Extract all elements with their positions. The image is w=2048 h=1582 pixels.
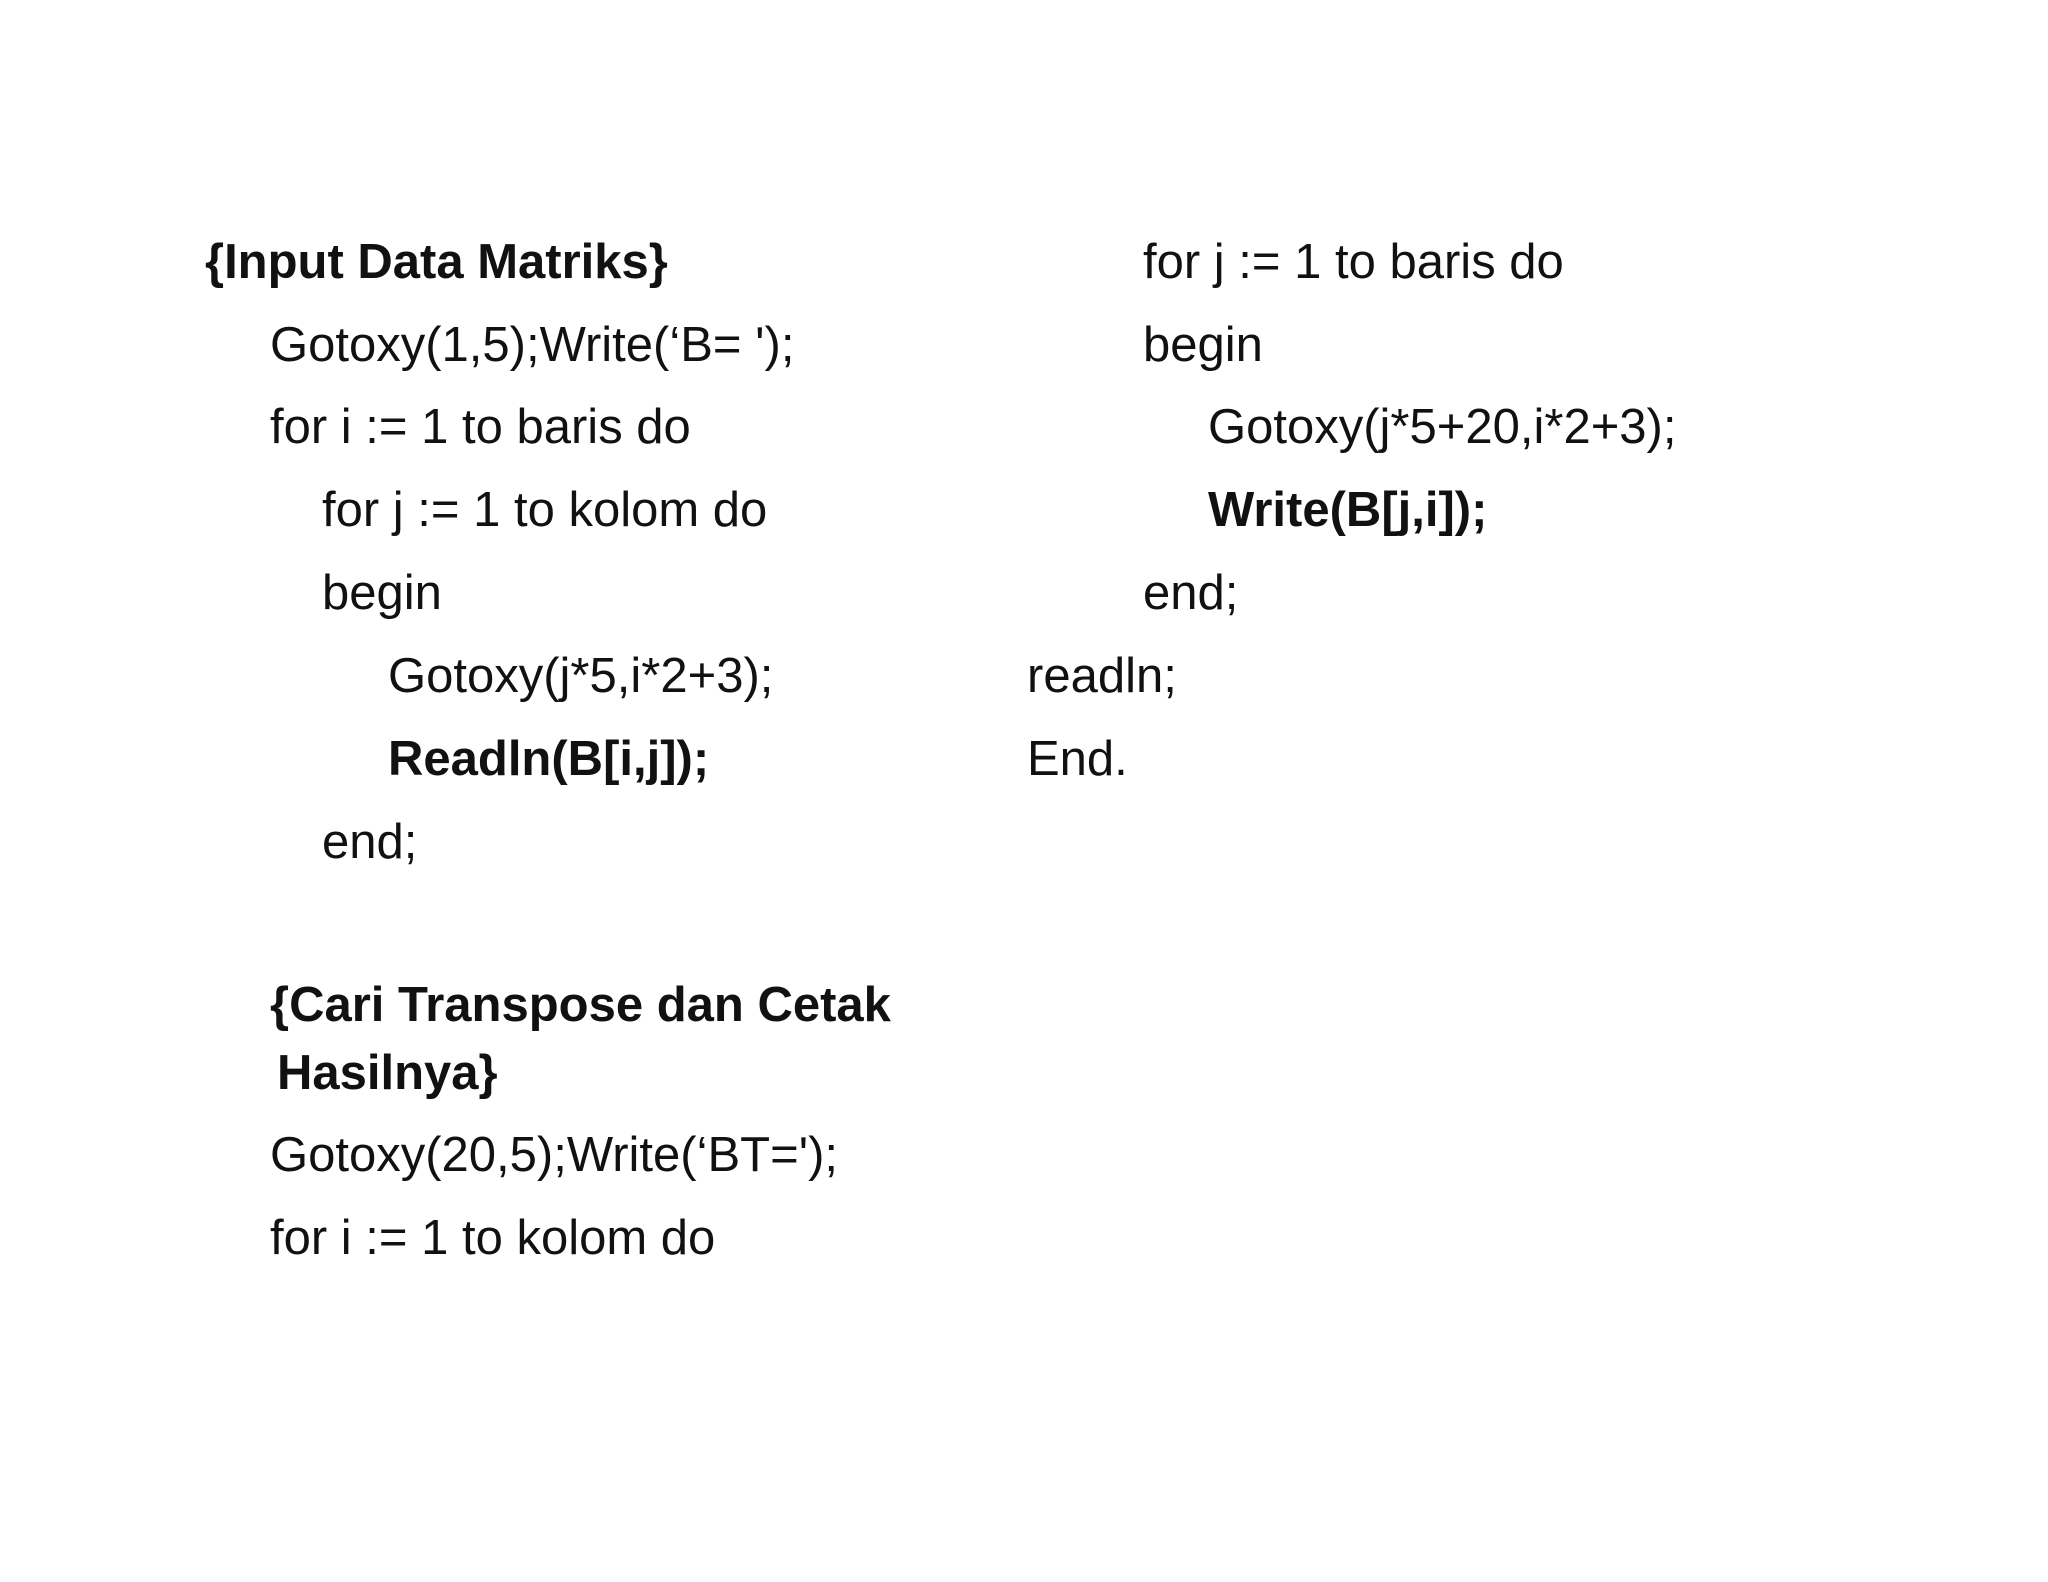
code-line: readln; xyxy=(1027,649,1177,703)
code-line-bold: Write(B[j,i]); xyxy=(1208,483,1488,537)
heading-transpose-cont: Hasilnya} xyxy=(277,1046,498,1100)
code-line-bold: Readln(B[i,j]); xyxy=(388,732,710,786)
code-line: begin xyxy=(322,566,442,620)
code-line: End. xyxy=(1027,732,1128,786)
code-line: for i := 1 to kolom do xyxy=(270,1211,716,1265)
code-line: begin xyxy=(1143,318,1263,372)
code-line: end; xyxy=(322,815,418,869)
heading-transpose: {Cari Transpose dan Cetak xyxy=(270,978,891,1032)
code-line: for i := 1 to baris do xyxy=(270,400,691,454)
code-line: Gotoxy(j*5,i*2+3); xyxy=(388,649,774,703)
heading-input-data: {Input Data Matriks} xyxy=(205,235,668,289)
code-line: Gotoxy(j*5+20,i*2+3); xyxy=(1208,400,1677,454)
code-line: for j := 1 to kolom do xyxy=(322,483,768,537)
code-line: Gotoxy(1,5);Write(‘B= '); xyxy=(270,318,795,372)
code-line: for j := 1 to baris do xyxy=(1143,235,1564,289)
code-line: end; xyxy=(1143,566,1239,620)
code-line: Gotoxy(20,5);Write(‘BT='); xyxy=(270,1128,838,1182)
